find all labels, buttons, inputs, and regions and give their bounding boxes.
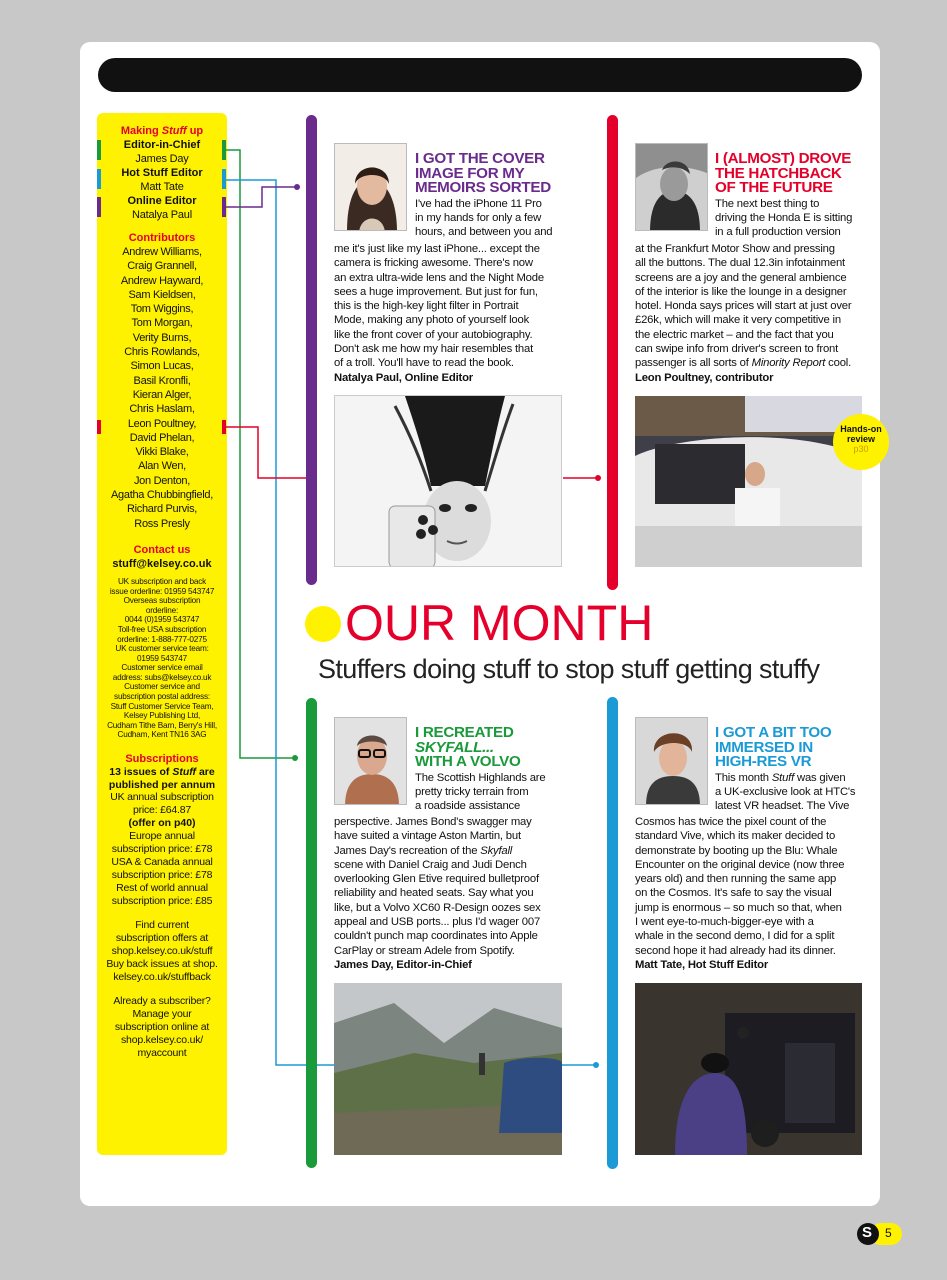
- vr-headset-photo-icon: [635, 983, 862, 1155]
- purple-connector-dot: [294, 184, 300, 190]
- text-line: couldn't punch map coordinates into Apple: [334, 930, 538, 943]
- text-line: years old) and then running the same app: [635, 873, 837, 886]
- natalya-portrait: [334, 143, 407, 231]
- article-headline: I RECREATED SKYFALL... WITH A VOLVO: [415, 724, 521, 770]
- article-headline: [415, 152, 565, 196]
- text-line: The Scottish Highlands are: [415, 771, 546, 784]
- man-curly-portrait-icon: [636, 718, 708, 805]
- text-line: hours, and between you and: [415, 226, 553, 239]
- man-portrait-icon: [636, 144, 708, 231]
- text-line: a UK-exclusive look at HTC's: [715, 785, 856, 798]
- article-body-wide: [334, 242, 566, 371]
- text-line: 0044 (0)1959 543747: [124, 615, 200, 625]
- red-column-bar: [607, 115, 618, 590]
- text-line: Simon Lucas,: [130, 360, 194, 373]
- text-line: on the Cosmos. It's safe to say the visual: [635, 887, 832, 900]
- badge-line: review: [846, 434, 876, 444]
- our-month-title: OUR MONTH: [345, 595, 654, 651]
- text-line: Verity Burns,: [132, 331, 192, 344]
- page-number: [856, 1222, 904, 1251]
- text-line: Chris Rowlands,: [124, 346, 200, 359]
- man-glasses-portrait-icon: [335, 718, 407, 805]
- text-line: myaccount: [137, 1046, 187, 1059]
- text-line: latest VR headset. The Vive: [715, 800, 850, 813]
- article-body-narrow: [415, 197, 565, 240]
- text-line: Basil Kronfli,: [133, 374, 191, 387]
- contributors-heading: Contributors: [128, 232, 196, 244]
- article-body-wide: [334, 858, 566, 958]
- text-line: at the Frankfurt Motor Show and pressing: [635, 243, 835, 255]
- green-column-bar: [306, 698, 317, 1168]
- article-skyfall: [415, 726, 565, 813]
- selfie-photo-icon: [335, 396, 562, 567]
- text-line: of the interior is like the lounge in a designer: [635, 285, 847, 298]
- text-line: Encounter on the original device (now three: [635, 858, 845, 871]
- text-line: this is the high-key light filter in Portrait: [334, 300, 519, 313]
- text-line: £26k, which will make it very competitive in: [635, 314, 841, 327]
- text-line: second hope it had already had its dinner.: [635, 944, 836, 957]
- text-line: Find current: [135, 918, 189, 931]
- role-name: James Day: [135, 153, 189, 165]
- article-byline: Matt Tate, Hot Stuff Editor: [635, 958, 769, 971]
- text-line: Rest of world annual: [116, 881, 208, 894]
- text-line: Customer service and: [124, 682, 200, 692]
- text-line: UK customer service team:: [115, 644, 209, 654]
- article-vr: [715, 726, 865, 813]
- text-line: I (ALMOST) DROVE: [715, 150, 852, 167]
- article-cover-image: [415, 152, 565, 239]
- text-line: Buy back issues at shop.: [106, 957, 218, 970]
- text-line: Leon Poultney,: [127, 417, 197, 430]
- text-line: in my hands for only a few: [415, 211, 542, 224]
- text-line: Sam Kieldsen,: [128, 288, 196, 301]
- text-line: Agatha Chubbingfield,: [111, 489, 213, 502]
- leon-portrait: [635, 143, 708, 231]
- role-name: Natalya Paul: [132, 209, 192, 221]
- red-connector-dot: [595, 475, 601, 481]
- text-line: jump is enormous – so much so that, when: [635, 901, 842, 914]
- text-line: UK subscription and back: [117, 576, 207, 586]
- text-line: appeal and USB ports... plus I'd wager 007: [334, 916, 541, 929]
- selfie-photo: [334, 395, 562, 567]
- role-title: Editor-in-Chief: [123, 139, 201, 151]
- logo-letter: S: [862, 1224, 873, 1241]
- text-line: issue orderline: 01959 543747: [109, 586, 215, 596]
- subs-offer: (offer on p40): [128, 817, 196, 830]
- making-stuff-heading: Making Stuff up: [120, 125, 204, 137]
- text-line: can swipe info from driver's screen to front: [635, 343, 839, 356]
- our-month-dot: [305, 606, 341, 642]
- text-line: subscription price: £85: [111, 894, 213, 907]
- text-line: hotel. Honda says prices will start at just over: [635, 300, 852, 313]
- hands-on-review-badge[interactable]: [833, 414, 889, 470]
- text-line: I've had the iPhone 11 Pro: [415, 197, 542, 210]
- text-line: price: £64.87: [132, 804, 192, 817]
- green-connector: [226, 150, 295, 758]
- article-body-wide: [635, 242, 867, 356]
- text-line: Ross Presly: [134, 517, 190, 530]
- article-body-first-line: This month Stuff was given: [715, 771, 846, 784]
- text-line: shop.kelsey.co.uk/stuff: [111, 944, 213, 957]
- text-line: scene with Daniel Craig and Judi Dench: [334, 858, 527, 871]
- text-line: reliability and heated seats. Say what you: [334, 887, 534, 900]
- green-connector-dot: [292, 755, 298, 761]
- subscriptions-heading: Subscriptions: [125, 753, 199, 766]
- text-line: the electric market – and the fact that you: [635, 328, 834, 341]
- role-name: Matt Tate: [140, 181, 184, 193]
- article-body-last-line: passenger is all sorts of Minority Report cool.: [635, 357, 852, 370]
- text-line: Overseas subscription: [123, 596, 201, 606]
- blue-column-bar: [607, 697, 618, 1169]
- woman-portrait-icon: [335, 144, 407, 231]
- matt-portrait: [635, 717, 708, 805]
- article-body-wide: [334, 815, 566, 844]
- badge-page: p30: [853, 444, 869, 454]
- text-line: Already a subscriber?: [113, 994, 211, 1007]
- text-line: Europe annual: [129, 829, 195, 842]
- james-portrait: [334, 717, 407, 805]
- text-line: perspective. James Bond's swagger may: [334, 816, 532, 828]
- text-line: driving the Honda E is sitting: [715, 211, 853, 224]
- text-line: Stuff Customer Service Team,: [110, 701, 214, 711]
- blue-connector-dot: [593, 1062, 599, 1068]
- contact-email: stuff@kelsey.co.uk: [112, 557, 212, 570]
- text-line: standard Vive, which its maker decided to: [635, 830, 836, 843]
- text-line: HIGH-RES VR: [715, 753, 812, 770]
- text-line: Kieran Alger,: [132, 388, 192, 401]
- text-line: Cudham Tithe Barn, Berry's Hill,: [107, 720, 217, 730]
- our-month-subtitle: Stuffers doing stuff to stop stuff getting stuffy: [318, 654, 820, 684]
- text-line: pretty tricky terrain from: [415, 785, 529, 798]
- text-line: I GOT A BIT TOO: [715, 724, 832, 741]
- article-body-wide: [635, 815, 867, 958]
- text-line: Tom Morgan,: [131, 317, 193, 330]
- text-line: have suited a vintage Aston Martin, but: [334, 830, 521, 843]
- text-line: orderline: 1-888-777-0275: [117, 634, 207, 644]
- text-line: like the front cover of your autobiography.: [334, 328, 533, 341]
- text-line: Andrew Hayward,: [120, 274, 204, 287]
- text-line: Cudham, Kent TN16 3AG: [117, 730, 207, 740]
- text-line: IMAGE FOR MY: [415, 164, 525, 182]
- vr-photo: [635, 983, 862, 1155]
- article-body-skyfall-line: James Day's recreation of the Skyfall: [334, 844, 513, 857]
- red-connector-a: [226, 427, 306, 478]
- article-body-narrow: [715, 197, 865, 240]
- article-byline: Natalya Paul, Online Editor: [334, 371, 473, 384]
- text-line: David Phelan,: [129, 431, 195, 444]
- text-line: subscription price: £78: [111, 842, 213, 855]
- volvo-photo: [334, 983, 562, 1155]
- article-hatchback-body: [635, 242, 867, 385]
- text-line: IMMERSED IN: [715, 738, 813, 756]
- text-line: whale in the second demo, I did for a split: [635, 930, 835, 943]
- text-line: Alan Wen,: [138, 460, 186, 473]
- text-line: Customer service email: [121, 663, 203, 673]
- text-line: sees a huge improvement. But just for fun,: [334, 285, 538, 298]
- text-line: Don't ask me how my hair resembles that: [334, 343, 534, 356]
- car-photo-icon: [635, 396, 862, 567]
- text-line: subscription postal address:: [114, 692, 210, 702]
- text-line: THE HATCHBACK: [715, 164, 842, 182]
- article-body-narrow: [415, 771, 565, 814]
- text-line: I went eye-to-much-bigger-eye with a: [635, 916, 814, 929]
- text-line: address: subs@kelsey.co.uk: [112, 672, 212, 682]
- text-line: subscription price: £78: [111, 868, 213, 881]
- text-line: Richard Purvis,: [126, 503, 198, 516]
- text-line: Andrew Williams,: [122, 246, 202, 258]
- article-byline: Leon Poultney, contributor: [635, 371, 774, 384]
- text-line: Kelsey Publishing Ltd,: [123, 711, 201, 721]
- purple-column-bar: [306, 115, 317, 585]
- text-line: UK annual subscription: [110, 791, 214, 804]
- text-line: a roadside assistance: [415, 800, 521, 813]
- text-line: an extra ultra-wide lens and the Night Mode: [334, 271, 544, 284]
- text-line: like, but a Volvo XC60 R-Design oozes sex: [334, 901, 541, 914]
- subs-intro: 13 issues of Stuff are published per annum: [108, 766, 216, 791]
- text-line: USA & Canada annual: [111, 855, 213, 868]
- text-line: overlooking Glen Etive required bulletproof: [334, 873, 539, 886]
- text-line: Cosmos has twice the pixel count of the: [635, 816, 827, 828]
- text-line: Jon Denton,: [133, 474, 191, 487]
- text-line: Toll-free USA subscription: [117, 624, 207, 634]
- text-line: MEMOIRS SORTED: [415, 179, 551, 196]
- text-line: Manage your: [132, 1007, 192, 1020]
- text-line: of a troll. You'll have to read the book.: [334, 357, 514, 370]
- text-line: in a full production version: [715, 226, 841, 239]
- text-line: subscription offers at: [115, 931, 209, 944]
- article-vr-body: [635, 815, 867, 972]
- article-skyfall-body: [334, 815, 566, 972]
- text-line: Vikki Blake,: [135, 446, 189, 459]
- text-line: camera is fricking awesome. There's now: [334, 257, 533, 270]
- text-line: Chris Haslam,: [129, 403, 195, 416]
- article-byline: James Day, Editor-in-Chief: [334, 958, 472, 971]
- text-line: I GOT THE COVER: [415, 150, 545, 167]
- honda-photo: [635, 396, 862, 567]
- article-headline: [715, 152, 865, 196]
- article-hatchback: [715, 152, 865, 239]
- text-line: screens are a joy and the general ambience: [635, 271, 847, 284]
- article-headline: [715, 726, 865, 770]
- text-line: Mode, making any photo of yourself look: [334, 314, 530, 327]
- page-number-text: 5: [885, 1226, 892, 1240]
- landscape-photo-icon: [334, 983, 562, 1155]
- text-line: Tom Wiggins,: [130, 303, 194, 316]
- role-title: Hot Stuff Editor: [121, 167, 203, 179]
- role-title: Online Editor: [127, 195, 197, 207]
- text-line: me it's just like my last iPhone... except the: [334, 243, 540, 255]
- text-line: orderline:: [145, 605, 179, 615]
- article-cover-image-body: [334, 242, 566, 385]
- text-line: demonstrate by booting up the Blu: Whale: [635, 844, 838, 857]
- text-line: shop.kelsey.co.uk/: [121, 1033, 203, 1046]
- badge-line: Hands-on: [840, 424, 882, 434]
- text-line: subscription online at: [114, 1020, 210, 1033]
- text-line: Craig Grannell,: [127, 260, 197, 273]
- text-line: all the buttons. The dual 12.3in infotainment: [635, 257, 845, 270]
- text-line: kelsey.co.uk/stuffback: [113, 970, 211, 983]
- text-line: OF THE FUTURE: [715, 179, 833, 196]
- article-body-narrow: [715, 785, 865, 814]
- text-line: The next best thing to: [715, 197, 820, 210]
- purple-connector: [226, 187, 297, 207]
- text-line: 01959 543747: [137, 653, 187, 663]
- text-line: CarPlay or stream Adele from Spotify.: [334, 944, 515, 957]
- contact-heading: Contact us: [133, 543, 191, 556]
